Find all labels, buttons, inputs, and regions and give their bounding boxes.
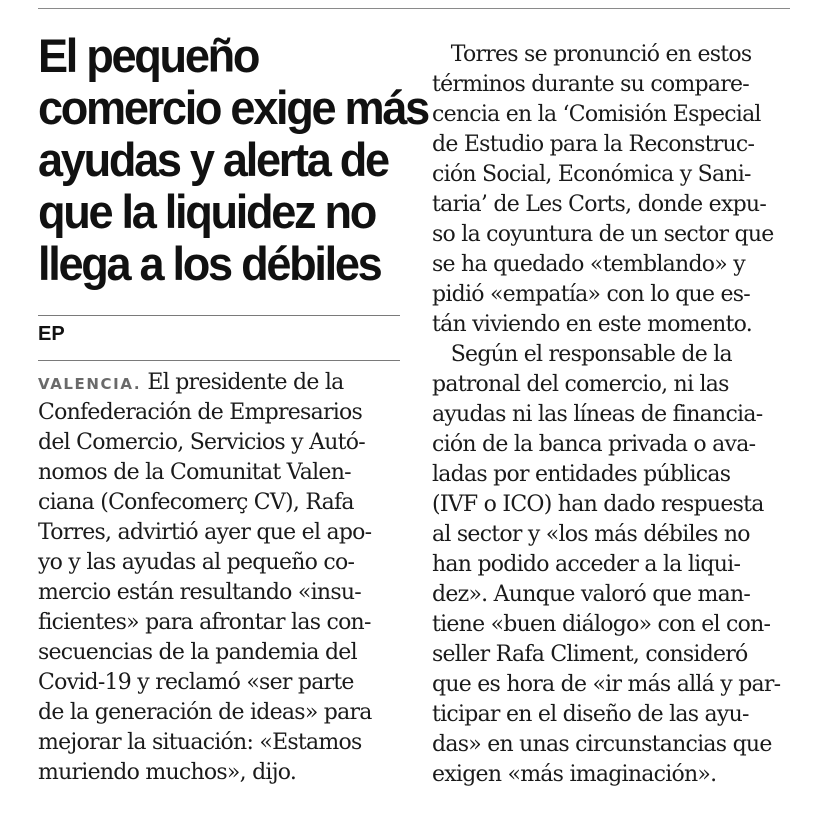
column-line-text: El presidente de la xyxy=(141,370,344,395)
byline-rule-bottom xyxy=(38,360,400,361)
byline: EP xyxy=(38,323,65,345)
byline-rule-top xyxy=(38,315,400,316)
headline-line: ayudas y alerta de xyxy=(38,133,388,186)
headline-line: El pequeño xyxy=(38,29,259,82)
top-rule xyxy=(38,8,790,9)
headline-line: que la liquidez no xyxy=(38,185,376,238)
headline-line: comercio exige más xyxy=(38,81,428,134)
headline-line: llega a los débiles xyxy=(38,237,381,290)
dateline: VALENCIA. xyxy=(38,375,142,393)
headline xyxy=(38,29,428,290)
